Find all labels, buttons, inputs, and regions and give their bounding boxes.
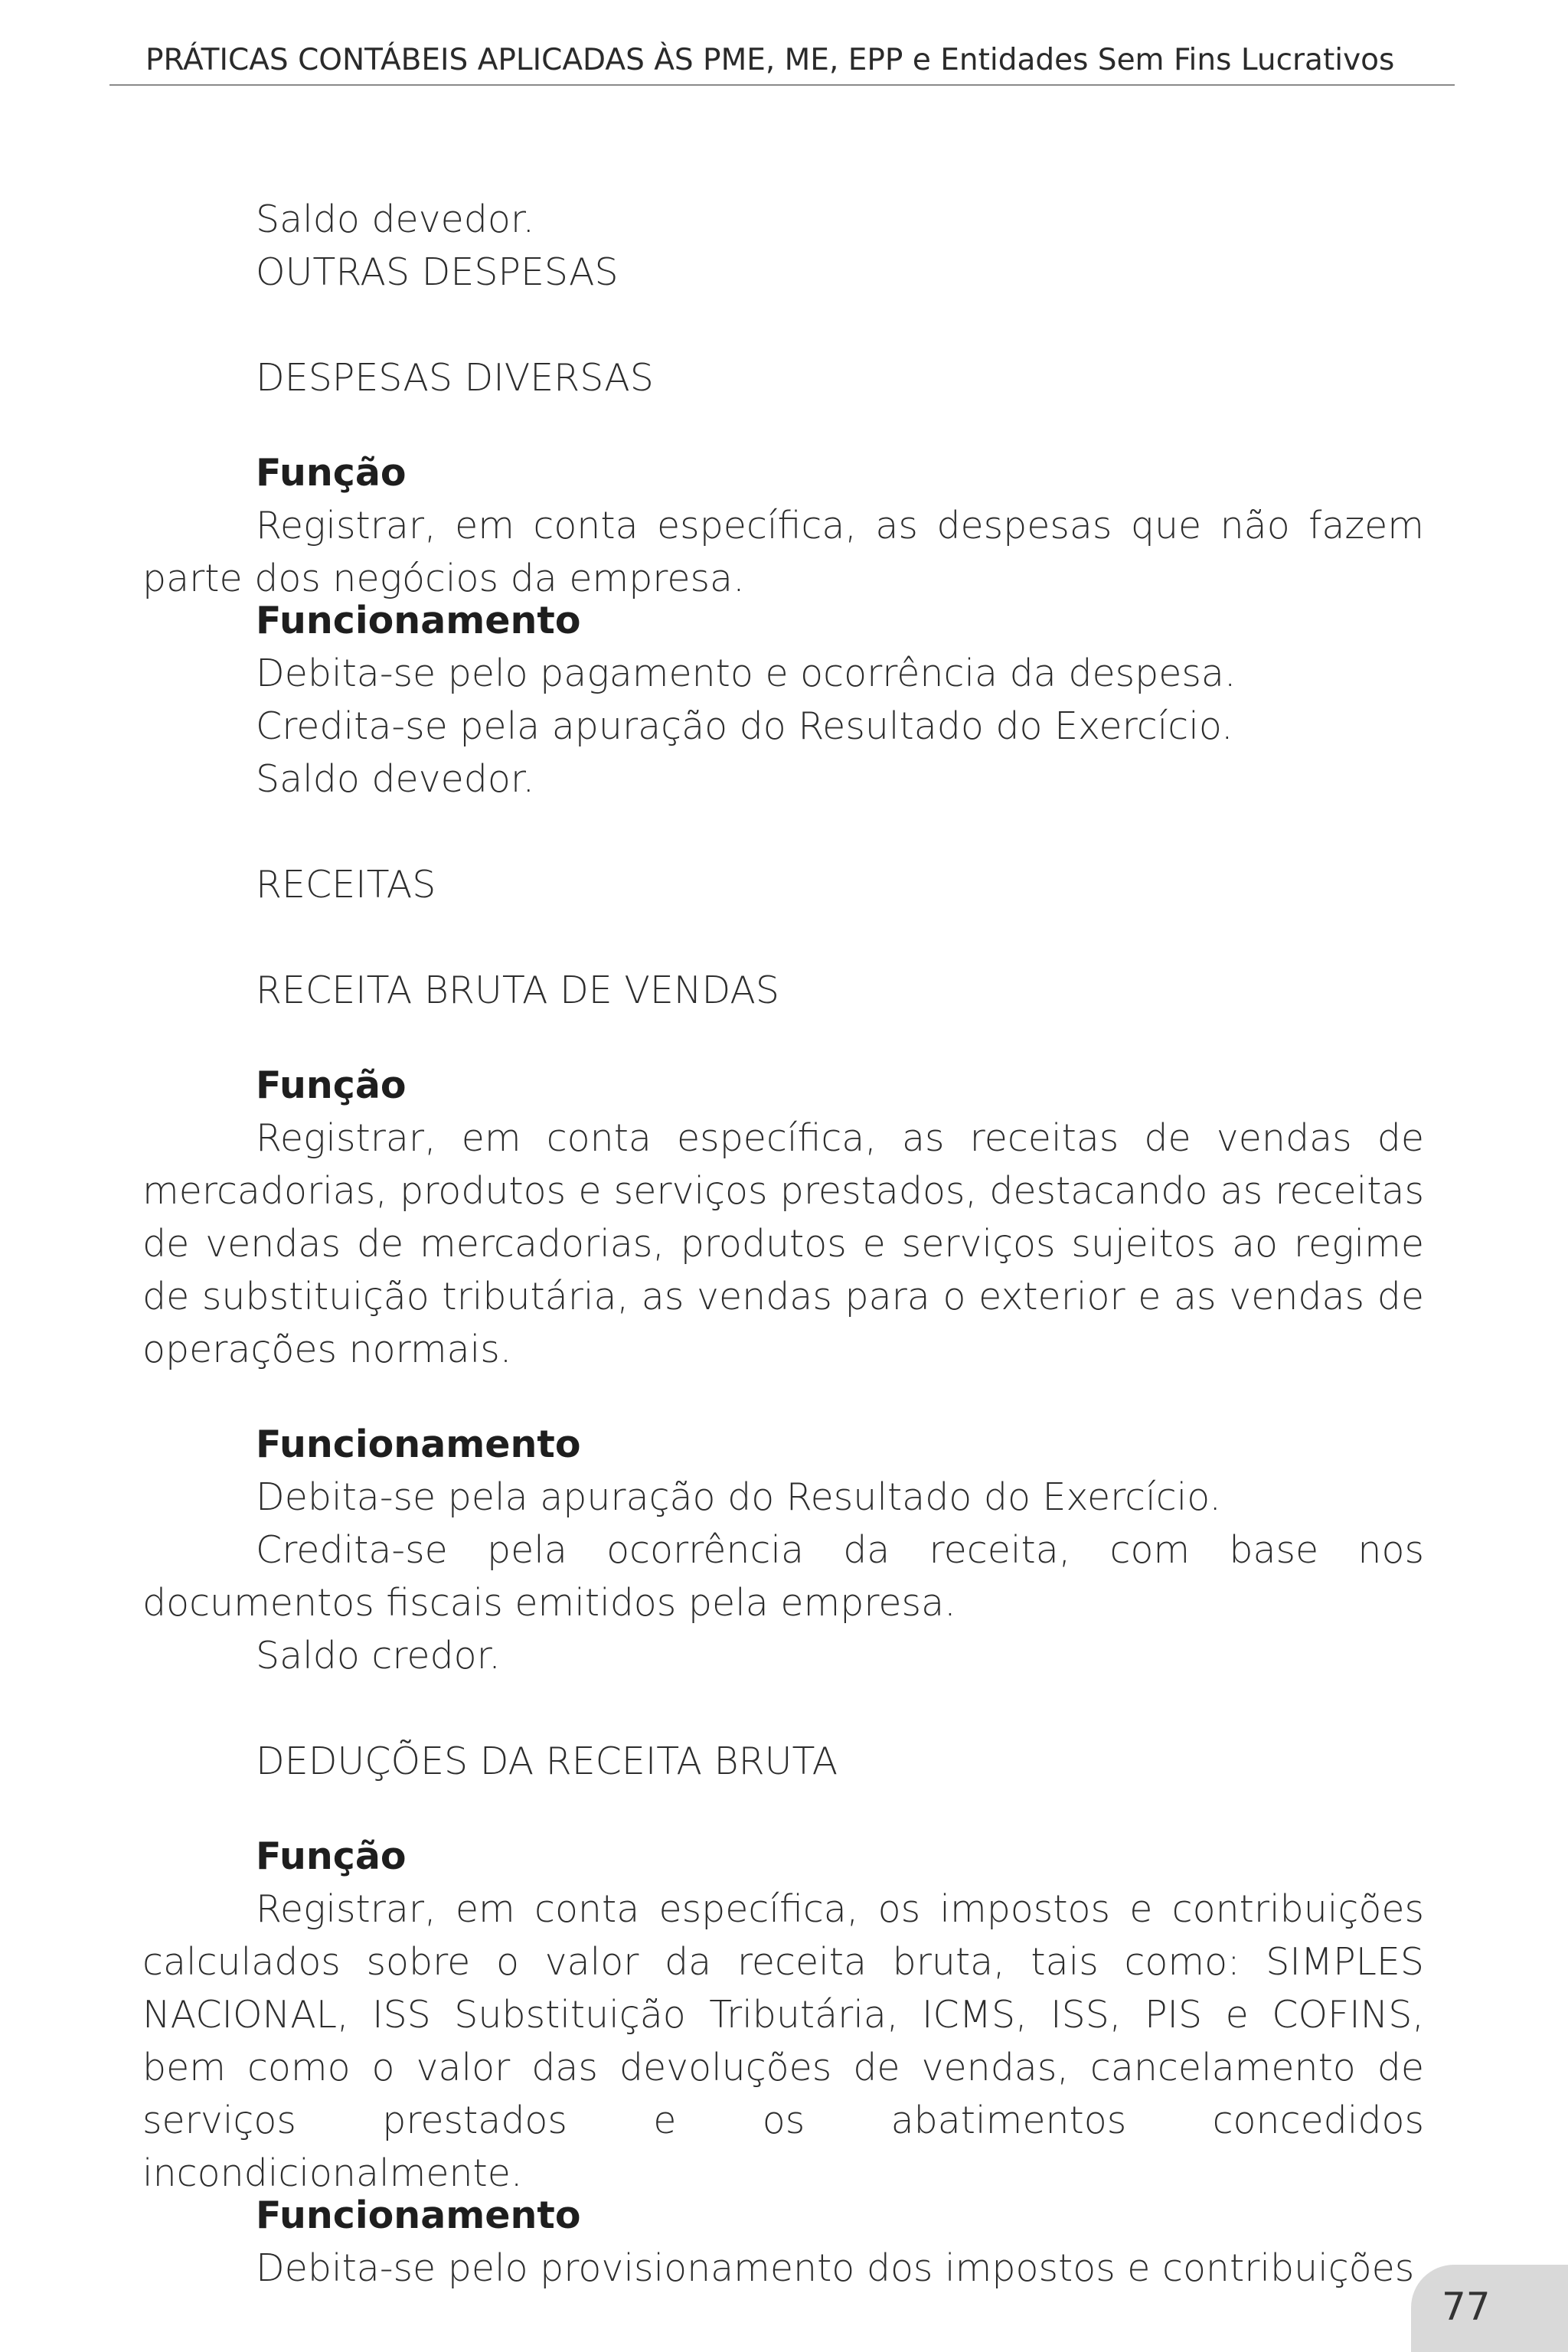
spacer bbox=[142, 1788, 1424, 1830]
spacer bbox=[142, 1017, 1424, 1059]
page-body bbox=[142, 193, 1424, 2295]
funcionamento-heading: Funcionamento bbox=[256, 1423, 581, 1466]
spacer bbox=[142, 805, 1424, 858]
running-header: PRÁTICAS CONTÁBEIS APLICADAS ÀS PME, ME, EPP e Entidades Sem Fins Lucrativos bbox=[145, 43, 1395, 77]
spacer bbox=[142, 299, 1424, 351]
funcao-paragraph: Registrar, em conta específica, as receitas de vendas de mercadorias, produtos e serviços prestados, destacando as receitas de vendas de mercadorias, produtos e serviços sujeitos ao regime de substituição tributária, as vendas para o exterior e as vendas de operações normais. bbox=[142, 1116, 1424, 1371]
header-rule bbox=[109, 84, 1455, 86]
despesas-diversas-title: DESPESAS DIVERSAS bbox=[256, 356, 654, 400]
funcao-heading: Função bbox=[256, 1834, 407, 1878]
outras-despesas-title: OUTRAS DESPESAS bbox=[256, 250, 619, 294]
funcionamento-heading: Funcionamento bbox=[256, 2194, 581, 2237]
spacer bbox=[142, 911, 1424, 964]
credit-line: Credita-se pela apuração do Resultado do Exercício. bbox=[256, 704, 1233, 748]
balance-line: Saldo credor. bbox=[256, 1634, 501, 1677]
deducoes-title: DEDUÇÕES DA RECEITA BRUTA bbox=[256, 1740, 838, 1783]
receita-bruta-title: RECEITA BRUTA DE VENDAS bbox=[256, 969, 779, 1012]
debit-line: Debita-se pelo pagamento e ocorrência da despesa. bbox=[256, 652, 1236, 695]
funcao-heading: Função bbox=[256, 451, 407, 495]
credit-paragraph: Credita-se pela ocorrência da receita, com base nos documentos fiscais emitidos pela empresa. bbox=[142, 1528, 1424, 1625]
spacer bbox=[142, 1682, 1424, 1735]
funcao-paragraph: Registrar, em conta específica, os impostos e contribuições calculados sobre o valor da receita bruta, tais como: SIMPLES NACIONAL, ISS Substituição Tributária, ICMS, ISS, PIS e COFINS, bem como o valor das devoluções de vendas, cancelamento de serviços prestados e os abatimentos concedidos incondicionalmente. bbox=[142, 1887, 1424, 2195]
funcionamento-heading: Funcionamento bbox=[256, 599, 581, 642]
debit-line: Debita-se pelo provisionamento dos impostos e contribuições bbox=[256, 2246, 1415, 2290]
balance-line: Saldo devedor. bbox=[256, 757, 535, 801]
page-number: 77 bbox=[1442, 2285, 1491, 2329]
spacer bbox=[142, 404, 1424, 446]
saldo-devedor-line: Saldo devedor. bbox=[256, 198, 535, 241]
funcao-paragraph: Registrar, em conta específica, as despesas que não fazem parte dos negócios da empresa. bbox=[142, 504, 1424, 600]
page-number-tab bbox=[1411, 2265, 1568, 2352]
receitas-title: RECEITAS bbox=[256, 863, 436, 906]
funcao-heading: Função bbox=[256, 1063, 407, 1107]
debit-line: Debita-se pela apuração do Resultado do Exercício. bbox=[256, 1475, 1221, 1519]
spacer bbox=[142, 1376, 1424, 1418]
